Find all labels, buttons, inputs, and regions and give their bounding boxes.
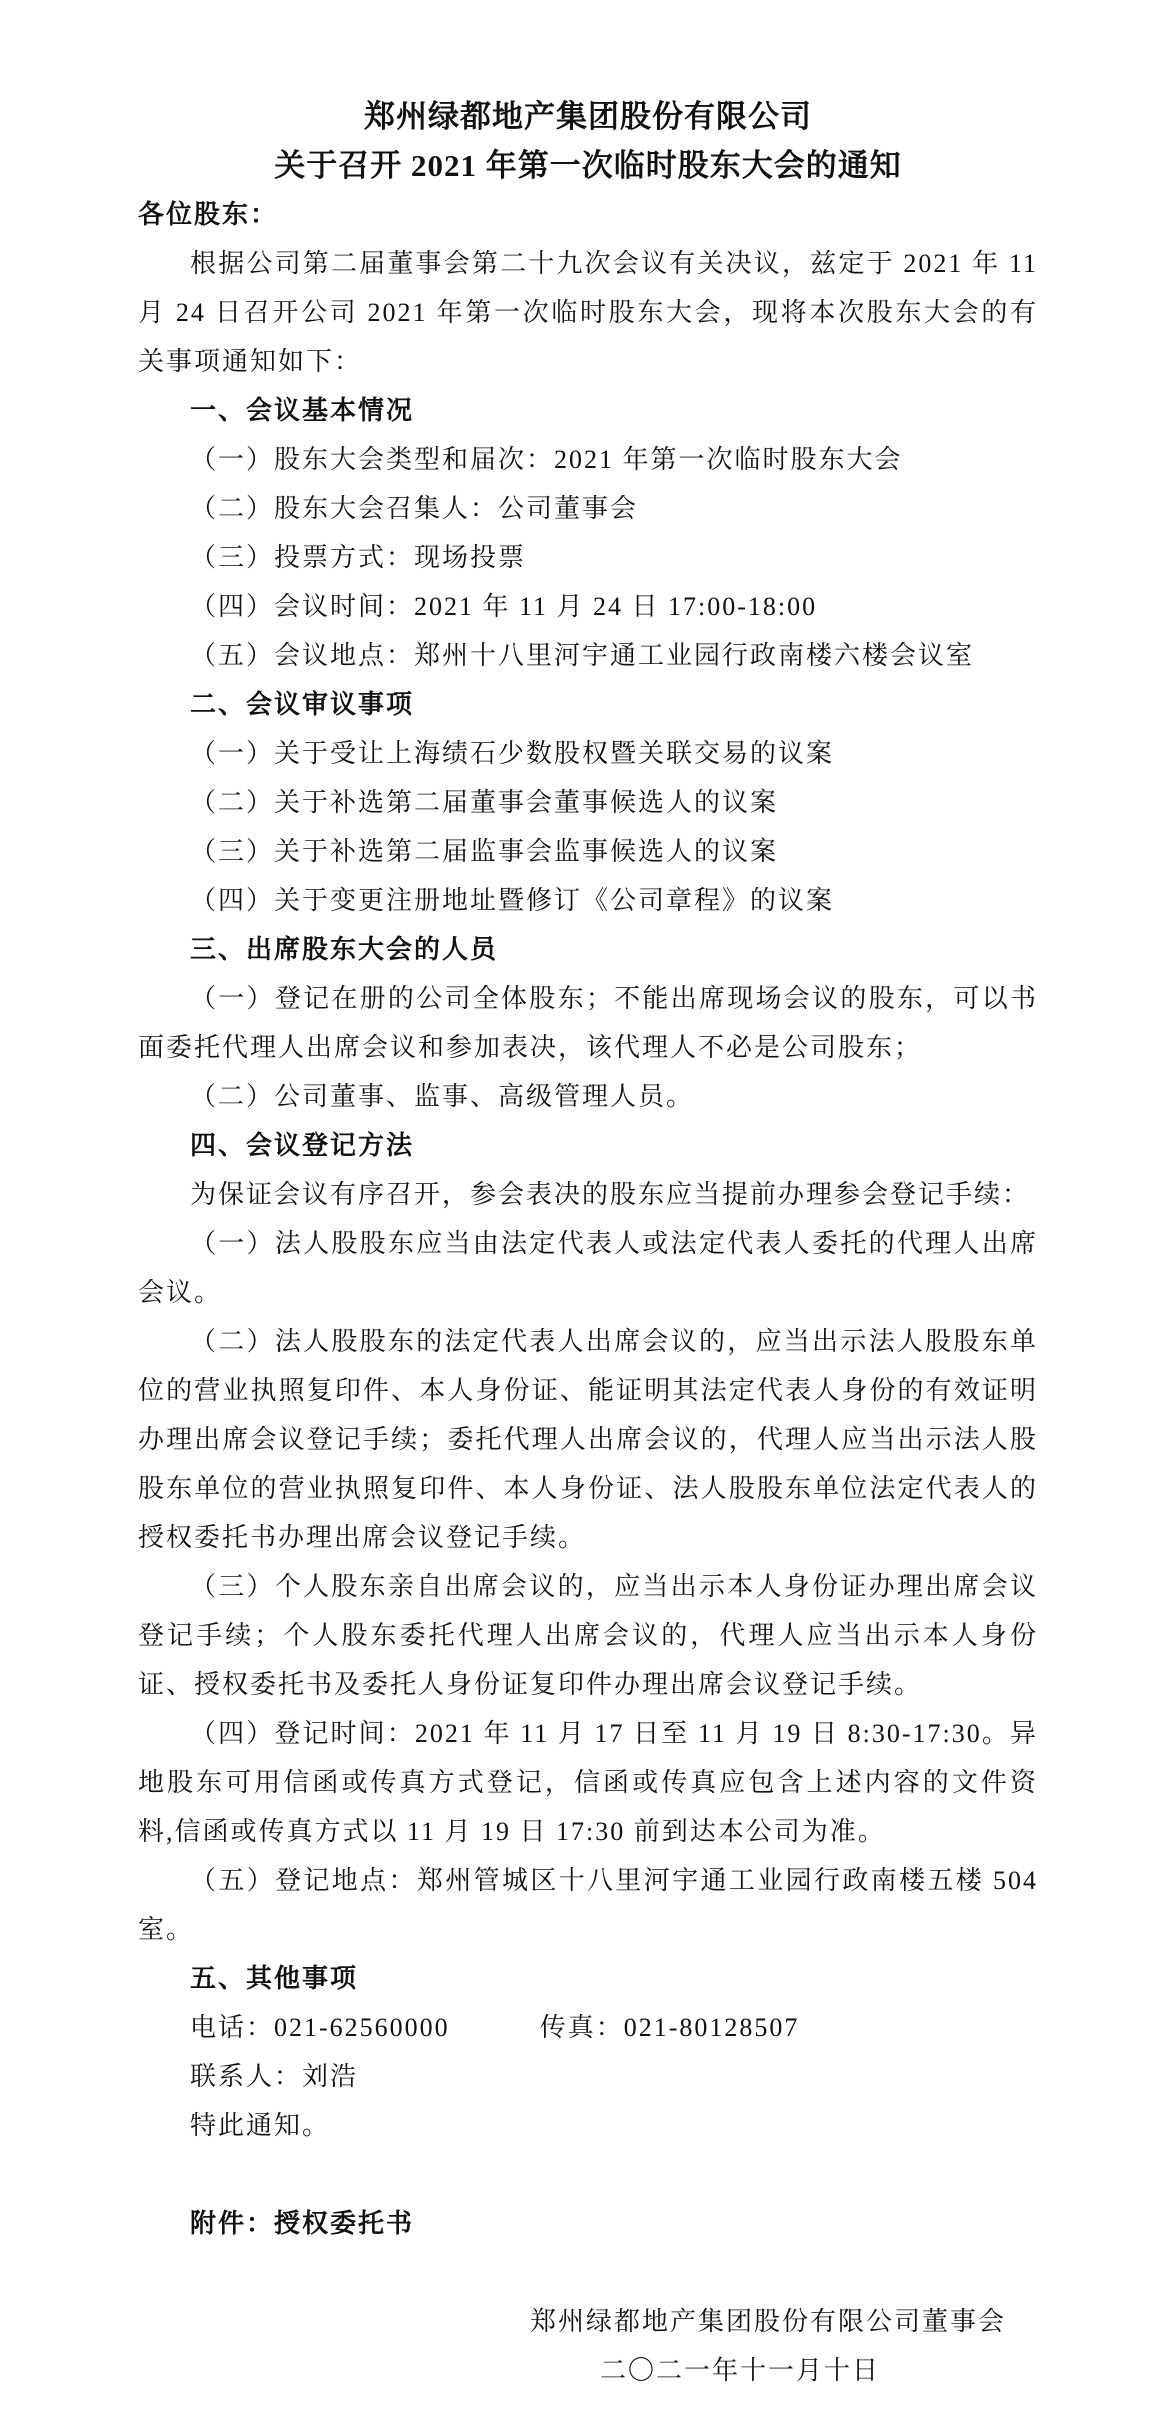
section-item: （四）会议时间：2021 年 11 月 24 日 17:00-18:00 — [190, 592, 818, 621]
section-item: （一）法人股股东应当由法定代表人或法定代表人委托的代理人出席会议。 — [138, 1229, 1038, 1307]
intro-paragraph: 根据公司第二届董事会第二十九次会议有关决议，兹定于 2021 年 11 月 24 日召开公司 2021 年第一次临时股东大会，现将本次股东大会的有关事项通知如下： — [138, 249, 1038, 376]
sections-container — [138, 386, 1038, 2003]
section-item: （一）关于受让上海绩石少数股权暨关联交易的议案 — [190, 739, 835, 768]
section-item: （一）股东大会类型和届次：2021 年第一次临时股东大会 — [190, 445, 903, 474]
section-heading: 五、其他事项 — [190, 1964, 359, 1993]
section-item: （二）公司董事、监事、高级管理人员。 — [190, 1082, 695, 1111]
section-heading: 一、会议基本情况 — [190, 396, 415, 425]
section-item: （二）关于补选第二届董事会董事候选人的议案 — [190, 788, 779, 817]
section-heading: 三、出席股东大会的人员 — [190, 935, 499, 964]
fax-number: 021-80128507 — [623, 2013, 800, 2042]
closing-note: 特此通知。 — [190, 2111, 331, 2140]
fax-label: 传真： — [539, 2013, 624, 2042]
section-item: （五）登记地点：郑州管城区十八里河宇通工业园行政南楼五楼 504 室。 — [138, 1866, 1038, 1944]
spacer — [138, 2150, 1038, 2199]
phone-number: 021-62560000 — [274, 2013, 450, 2042]
section-item: （三）个人股东亲自出席会议的，应当出示本人身份证办理出席会议登记手续；个人股东委托代理人出席会议的，代理人应当出示本人身份证、授权委托书及委托人身份证复印件办理出席会议登记手续。 — [138, 1572, 1038, 1699]
section-item: （四）登记时间：2021 年 11 月 17 日至 11 月 19 日 8:30-17:30。异地股东可用信函或传真方式登记，信函或传真应包含上述内容的文件资料,信函或传真方式以 11 月 19 日 17:30 前到达本公司为准。 — [138, 1719, 1038, 1846]
contact-person-line — [138, 2052, 1038, 2101]
attachment-note: 附件：授权委托书 — [190, 2209, 415, 2238]
section-heading: 二、会议审议事项 — [190, 690, 415, 719]
section-item: （三）关于补选第二届监事会监事候选人的议案 — [190, 837, 779, 866]
contact-person-name: 刘浩 — [302, 2062, 359, 2091]
signature-date: 二〇二一年十一月十日 — [599, 2356, 880, 2385]
phone-label: 电话： — [190, 2013, 275, 2042]
contact-person-label: 联系人： — [190, 2062, 303, 2091]
salutation: 各位股东： — [138, 200, 279, 229]
section-item: （三）投票方式：现场投票 — [190, 543, 527, 572]
signature-company: 郑州绿都地产集团股份有限公司董事会 — [529, 2307, 1006, 2336]
section-item: （二）法人股股东的法定代表人出席会议的，应当出示法人股股东单位的营业执照复印件、本人身份证、能证明其法定代表人身份的有效证明办理出席会议登记手续；委托代理人出席会议的，代理人应当出示法人股股东单位的营业执照复印件、本人身份证、法人股股东单位法定代表人的授权委托书办理出席会议登记手续。 — [138, 1327, 1038, 1552]
section-heading: 四、会议登记方法 — [190, 1131, 415, 1160]
section-item: （四）关于变更注册地址暨修订《公司章程》的议案 — [190, 886, 835, 915]
spacer — [138, 2248, 1038, 2297]
document-title-line2: 关于召开 2021 年第一次临时股东大会的通知 — [274, 148, 902, 183]
section-item: （二）股东大会召集人：公司董事会 — [190, 494, 639, 523]
document-title-line1: 郑州绿都地产集团股份有限公司 — [364, 99, 812, 134]
section-item: 为保证会议有序召开，参会表决的股东应当提前办理参会登记手续： — [190, 1180, 1031, 1209]
section-item: （五）会议地点：郑州十八里河宇通工业园行政南楼六楼会议室 — [190, 641, 975, 670]
section-item: （一）登记在册的公司全体股东；不能出席现场会议的股东，可以书面委托代理人出席会议和参加表决，该代理人不必是公司股东； — [138, 984, 1038, 1062]
contact-phone-line — [138, 2003, 1038, 2052]
